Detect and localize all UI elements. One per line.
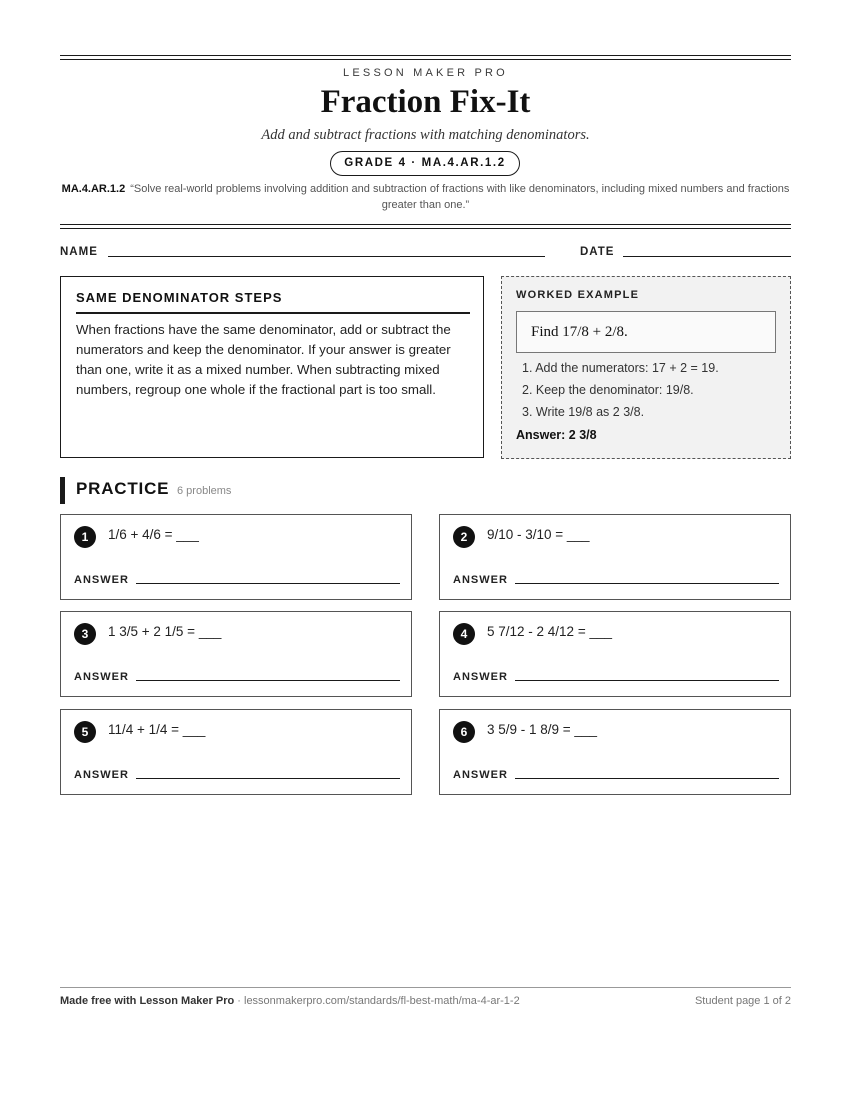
standard-text: “Solve real-world problems involving addition and subtraction of fractions with like denominators, including mixed numbers and fractions greater than one.” bbox=[130, 183, 790, 211]
footer-made-with: Made free with Lesson Maker Pro bbox=[60, 995, 235, 1007]
problem-text: 11/4 + 1/4 = ___ bbox=[108, 722, 206, 737]
brand-name: LESSON MAKER PRO bbox=[343, 67, 508, 79]
worked-example-steps bbox=[522, 357, 719, 423]
problem-text: 3 5/9 - 1 8/9 = ___ bbox=[487, 722, 597, 737]
worksheet-page bbox=[60, 0, 791, 1100]
problem-number: 2 bbox=[453, 526, 475, 548]
worked-example-problem: Find 17/8 + 2/8. bbox=[516, 311, 776, 353]
name-field[interactable] bbox=[108, 256, 545, 257]
answer-field[interactable] bbox=[136, 680, 400, 681]
answer-field[interactable] bbox=[136, 778, 400, 779]
problem-card bbox=[60, 514, 412, 600]
problem-text: 1 3/5 + 2 1/5 = ___ bbox=[108, 624, 222, 639]
footer-credit bbox=[60, 995, 520, 1007]
date-label: DATE bbox=[580, 246, 615, 258]
date-field[interactable] bbox=[623, 256, 791, 257]
steps-title: SAME DENOMINATOR STEPS bbox=[76, 290, 283, 305]
worked-example-panel bbox=[501, 276, 791, 459]
standard-description bbox=[60, 181, 791, 213]
problem-text: 1/6 + 4/6 = ___ bbox=[108, 527, 199, 542]
steps-panel bbox=[60, 276, 484, 458]
problem-number: 5 bbox=[74, 721, 96, 743]
answer-field[interactable] bbox=[515, 680, 779, 681]
problem-number: 3 bbox=[74, 623, 96, 645]
worked-example-answer: Answer: 2 3/8 bbox=[516, 428, 597, 442]
answer-label: ANSWER bbox=[453, 671, 508, 683]
footer-url: · lessonmakerpro.com/standards/fl-best-math/ma-4-ar-1-2 bbox=[234, 995, 520, 1007]
answer-field[interactable] bbox=[515, 778, 779, 779]
name-label: NAME bbox=[60, 246, 98, 258]
problem-text: 5 7/12 - 2 4/12 = ___ bbox=[487, 624, 612, 639]
problem-card bbox=[60, 709, 412, 795]
answer-label: ANSWER bbox=[74, 671, 129, 683]
answer-label: ANSWER bbox=[453, 769, 508, 781]
answer-field[interactable] bbox=[136, 583, 400, 584]
standard-code: MA.4.AR.1.2 bbox=[61, 183, 126, 195]
practice-accent-bar bbox=[60, 477, 65, 504]
problem-number: 4 bbox=[453, 623, 475, 645]
worked-example-step: 1. Add the numerators: 17 + 2 = 19. bbox=[522, 361, 719, 375]
worked-example-title: WORKED EXAMPLE bbox=[516, 289, 640, 301]
problem-number: 1 bbox=[74, 526, 96, 548]
footer-rule bbox=[60, 987, 791, 988]
steps-body: When fractions have the same denominator, add or subtract the numerators and keep the denominator. If your answer is greater than one, write it as a mixed number. When subtracting mixed numbers, regroup one whole if the fractional part is too small. bbox=[76, 322, 451, 397]
problem-card bbox=[439, 611, 791, 697]
problem-card bbox=[439, 709, 791, 795]
steps-divider bbox=[76, 312, 470, 314]
header-top-rule bbox=[60, 55, 791, 60]
worked-example-step: 3. Write 19/8 as 2 3/8. bbox=[522, 405, 645, 419]
answer-label: ANSWER bbox=[453, 574, 508, 586]
grade-badge: GRADE 4 · MA.4.AR.1.2 bbox=[330, 151, 520, 176]
problem-card bbox=[439, 514, 791, 600]
practice-count: 6 problems bbox=[177, 485, 232, 497]
worksheet-title: Fraction Fix-It bbox=[320, 84, 531, 120]
header-bottom-rule bbox=[60, 224, 791, 229]
footer-page-number: Student page 1 of 2 bbox=[694, 995, 791, 1007]
answer-label: ANSWER bbox=[74, 769, 129, 781]
problem-card bbox=[60, 611, 412, 697]
worked-example-step: 2. Keep the denominator: 19/8. bbox=[522, 383, 694, 397]
problem-number: 6 bbox=[453, 721, 475, 743]
worksheet-subtitle: Add and subtract fractions with matching denominators. bbox=[261, 127, 590, 143]
practice-heading: PRACTICE bbox=[76, 479, 170, 498]
answer-label: ANSWER bbox=[74, 574, 129, 586]
answer-field[interactable] bbox=[515, 583, 779, 584]
problem-text: 9/10 - 3/10 = ___ bbox=[487, 527, 590, 542]
